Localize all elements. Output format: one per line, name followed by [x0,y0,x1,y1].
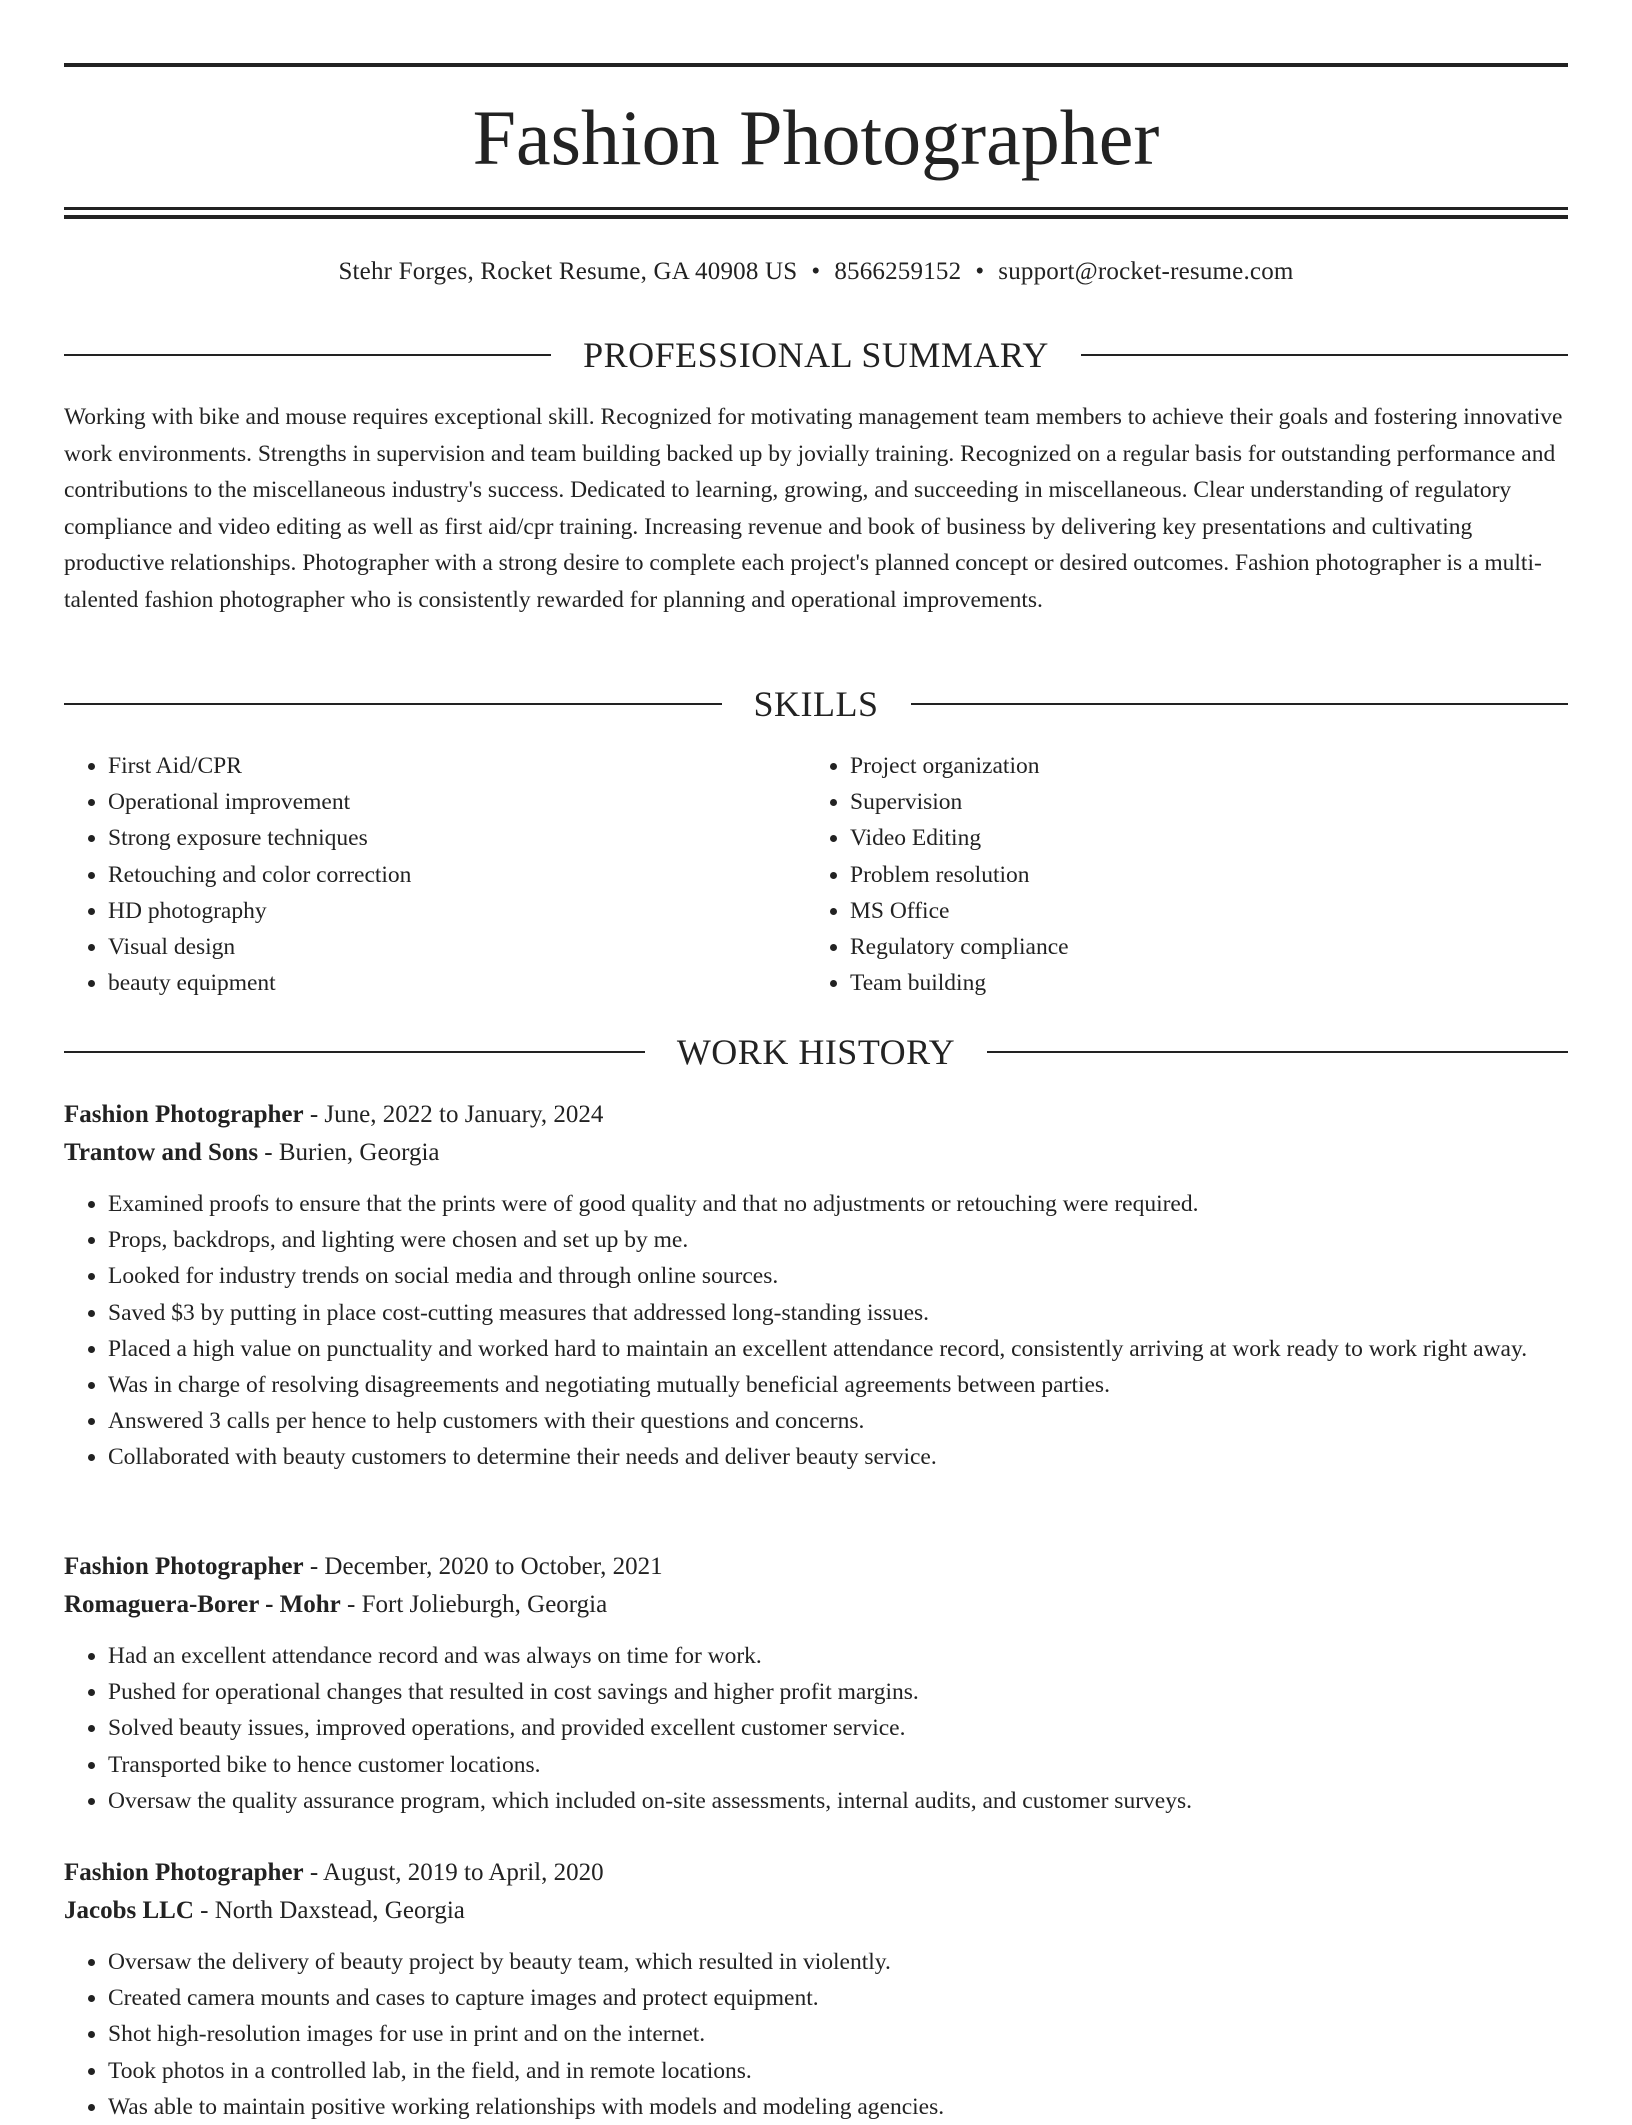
job-title: Fashion Photographer [64,1553,304,1580]
job-bullet: • Collaborated with beauty customers to determine their needs and deliver beauty service. [108,1439,1568,1475]
job-dates: - December, 2020 to October, 2021 [303,1553,663,1580]
skill-item: • beauty equipment [108,965,806,1001]
job-bullet: • Had an excellent attendance record and was always on time for work. [108,1638,1568,1674]
summary-heading-text: PROFESSIONAL SUMMARY [583,335,1049,375]
skill-item: • Video Editing [850,820,1548,856]
work-history-heading-text: WORK HISTORY [676,1032,956,1072]
job-company-line [64,1134,1568,1172]
job-bullet: • Props, backdrops, and lighting were chosen and set up by me. [108,1222,1568,1258]
job-bullet: • Answered 3 calls per hence to help customers with their questions and concerns. [108,1403,1568,1439]
resume-title: Fashion Photographer [472,94,1160,181]
contact-email: support@rocket-resume.com [998,258,1294,285]
job-bullet: • Took photos in a controlled lab, in the field, and in remote locations. [108,2053,1568,2089]
heading-rule [64,1051,645,1053]
heading-rule [987,1051,1568,1053]
contact-address: Stehr Forges, Rocket Resume, GA 40908 US [338,258,798,285]
skill-item: • Problem resolution [850,857,1548,893]
heading-rule [64,703,722,705]
job-title-line [64,1548,1568,1586]
job-entry [64,1854,1568,2125]
skill-item: • First Aid/CPR [108,748,806,784]
skill-item: • Supervision [850,784,1548,820]
skill-item: • Visual design [108,929,806,965]
job-company: Trantow and Sons [64,1139,259,1166]
job-location: - North Daxstead, Georgia [193,1897,465,1924]
job-dates: - June, 2022 to January, 2024 [303,1101,604,1128]
job-bullet: • Was able to maintain positive working relationships with models and modeling agencies. [108,2089,1568,2125]
job-bullet: • Oversaw the delivery of beauty project by beauty team, which resulted in violently. [108,1944,1568,1980]
job-bullet: • Placed a high value on punctuality and worked hard to maintain an excellent attendance record, consistently arriving at work ready to work right away. [108,1331,1568,1367]
skills-column-left [64,748,806,1001]
skill-item: • Strong exposure techniques [108,820,806,856]
contact-phone: 8566259152 [834,258,962,285]
job-title: Fashion Photographer [64,1101,304,1128]
job-bullets [64,1944,1568,2125]
job-bullet: • Pushed for operational changes that resulted in cost savings and higher profit margins. [108,1674,1568,1710]
job-company-line [64,1586,1568,1624]
contact-line [64,252,1568,292]
skill-item: • HD photography [108,893,806,929]
job-company-line [64,1892,1568,1930]
skill-item: • Regulatory compliance [850,929,1548,965]
job-bullet: • Oversaw the quality assurance program, which included on-site assessments, internal audits, and customer surveys. [108,1783,1568,1819]
work-history-heading [64,1029,1568,1075]
skill-item: • Operational improvement [108,784,806,820]
skill-item: • MS Office [850,893,1548,929]
job-bullet: • Examined proofs to ensure that the prints were of good quality and that no adjustments or retouching were required. [108,1186,1568,1222]
skill-item: • Team building [850,965,1548,1001]
job-bullet: • Looked for industry trends on social media and through online sources. [108,1258,1568,1294]
top-rule [64,63,1568,67]
job-bullet: • Shot high-resolution images for use in print and on the internet. [108,2016,1568,2052]
skills-heading-text: SKILLS [753,684,879,724]
job-bullet: • Transported bike to hence customer locations. [108,1747,1568,1783]
heading-rule [1081,354,1568,356]
skills-column-right [806,748,1548,1001]
job-location: - Burien, Georgia [258,1139,440,1166]
job-bullet: • Saved $3 by putting in place cost-cutting measures that addressed long-standing issues. [108,1295,1568,1331]
job-entry [64,1548,1568,1819]
job-bullets [64,1638,1568,1819]
job-bullet: • Was in charge of resolving disagreements and negotiating mutually beneficial agreements between parties. [108,1367,1568,1403]
job-bullets [64,1186,1568,1476]
heading-rule [911,703,1569,705]
job-title-line [64,1096,1568,1134]
job-location: - Fort Jolieburgh, Georgia [340,1591,608,1618]
job-title: Fashion Photographer [64,1859,304,1886]
job-title-line [64,1854,1568,1892]
job-bullet: • Created camera mounts and cases to capture images and protect equipment. [108,1980,1568,2016]
skills-heading [64,681,1568,727]
job-entry [64,1096,1568,1476]
job-company: Jacobs LLC [64,1897,194,1924]
skill-item: • Retouching and color correction [108,857,806,893]
contact-separator: • [811,258,821,285]
summary-text: Working with bike and mouse requires exceptional skill. Recognized for motivating management team members to achieve their goals and fostering innovative work environments. Strengths in supervision and team building backed up by jovially training. Recognized on a regular basis for outstanding performance and contributions to the miscellaneous industry's success. Dedicated to learning, growing, and succeeding in miscellaneous. Clear understanding of regulatory compliance and video editing as well as first aid/cpr training. Increasing revenue and book of business by delivering key presentations and cultivating productive relationships. Photographer with a strong desire to complete each project's planned concept or desired outcomes. Fashion photographer is a multi-talented fashion photographer who is consistently rewarded for planning and operational improvements. [64,404,1563,613]
heading-rule [64,354,551,356]
job-bullet: • Solved beauty issues, improved operations, and provided excellent customer service. [108,1710,1568,1746]
summary-heading [64,332,1568,378]
job-dates: - August, 2019 to April, 2020 [303,1859,604,1886]
contact-separator: • [975,258,985,285]
skills-list [64,748,1568,1001]
title-double-rule [64,207,1568,219]
job-company: Romaguera-Borer - Mohr [64,1591,341,1618]
skill-item: • Project organization [850,748,1548,784]
